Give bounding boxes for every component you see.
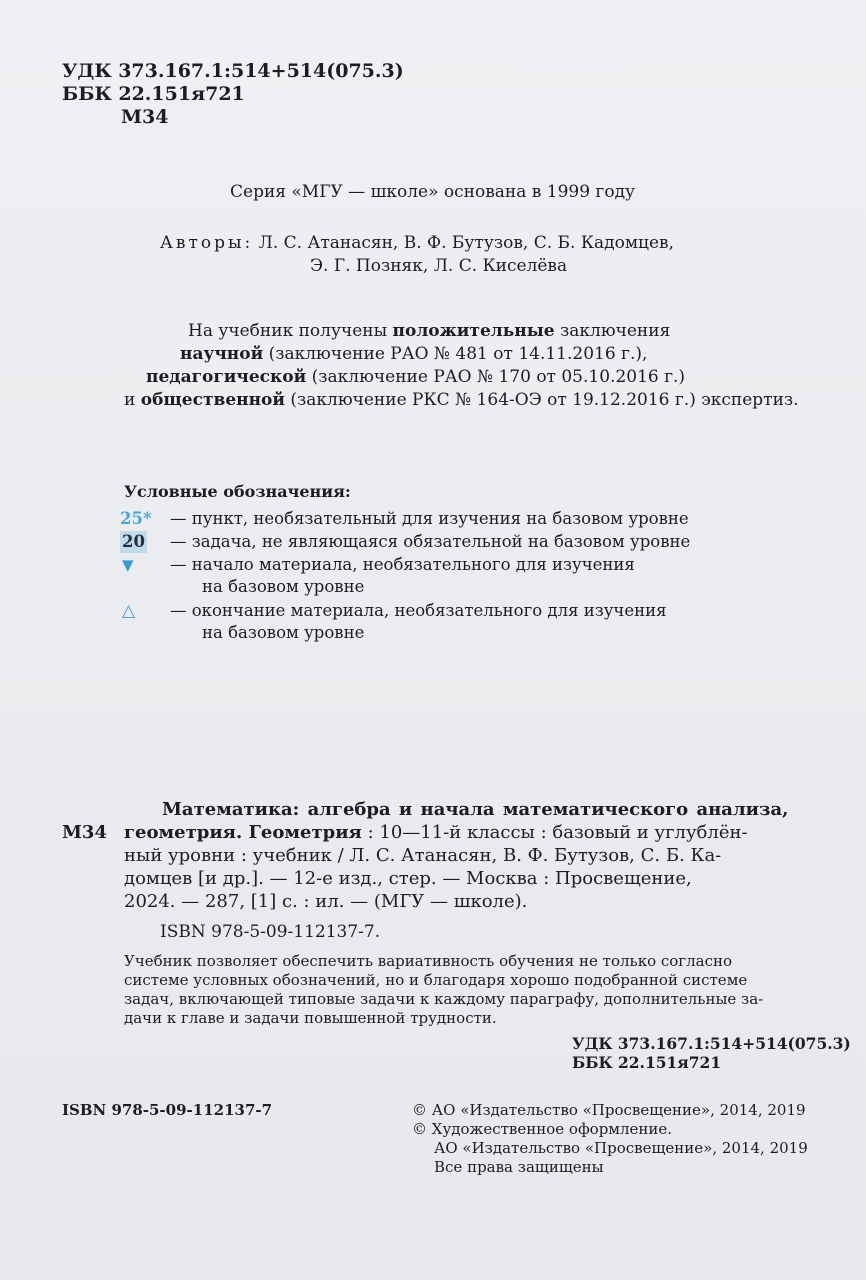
annotation-line: Учебник позволяет обеспечить вариативность обучения не только согласно bbox=[124, 952, 733, 970]
udk-code: УДК 373.167.1:514+514(075.3) bbox=[62, 60, 404, 82]
legend-text: — начало материала, необязательного для изучения bbox=[170, 555, 635, 574]
reviews-line-3: педагогической (заключение РАО № 170 от 05.10.2016 г.) bbox=[146, 367, 686, 387]
bib-line: 2024. — 287, [1] с. : ил. — (МГУ — школе). bbox=[124, 891, 528, 912]
bib-line: домцев [и др.]. — 12-е изд., стер. — Москва : Просвещение, bbox=[124, 868, 692, 889]
author-mark: М34 bbox=[121, 106, 169, 128]
bib-title-line: Математика: алгебра и начала математического анализа, bbox=[162, 799, 789, 820]
legend-title: Условные обозначения: bbox=[124, 482, 351, 501]
authors-line-1: Л. С. Атанасян, В. Ф. Бутузов, С. Б. Кадомцев, bbox=[258, 233, 675, 253]
authors-label: Авторы: bbox=[160, 233, 254, 253]
authors-block bbox=[160, 232, 674, 278]
authors-line-2: Э. Г. Позняк, Л. С. Киселёва bbox=[310, 256, 568, 276]
annotation-line: задач, включающей типовые задачи к каждому параграфу, дополнительные за- bbox=[124, 990, 764, 1008]
classification-block bbox=[62, 60, 404, 129]
legend-text: — задача, не являющаяся обязательной на базовом уровне bbox=[170, 532, 691, 551]
copyright-line: © АО «Издательство «Просвещение», 2014, 2019 bbox=[412, 1101, 806, 1119]
reviews-line-1: На учебник получены положительные заключения bbox=[188, 321, 671, 341]
copyright-line: © Художественное оформление. bbox=[412, 1120, 673, 1138]
annotation-line: дачи к главе и задачи повышенной трудности. bbox=[124, 1009, 497, 1027]
legend-text: — пункт, необязательный для изучения на базовом уровне bbox=[170, 509, 689, 528]
filled-triangle-icon: ▼ bbox=[122, 556, 134, 574]
isbn-footer: ISBN 978-5-09-112137-7 bbox=[62, 1101, 273, 1119]
reviews-line-2: научной (заключение РАО № 481 от 14.11.2016 г.), bbox=[180, 344, 648, 364]
bbk-code: ББК 22.151я721 bbox=[62, 83, 245, 105]
legend-text-cont: на базовом уровне bbox=[202, 577, 365, 596]
bib-line: ный уровни : учебник / Л. С. Атанасян, В. Ф. Бутузов, С. Б. Ка- bbox=[124, 845, 722, 866]
annotation-line: системе условных обозначений, но и благодаря хорошо подобранной системе bbox=[124, 971, 748, 989]
classification-block-right bbox=[572, 1034, 851, 1072]
reviews-line-4: и общественной (заключение РКС № 164-ОЭ от 19.12.2016 г.) экспертиз. bbox=[124, 390, 799, 410]
isbn-line: ISBN 978-5-09-112137-7. bbox=[160, 922, 381, 942]
legend-text-cont: на базовом уровне bbox=[202, 623, 365, 642]
bbk-code: ББК 22.151я721 bbox=[572, 1053, 722, 1072]
copyright-line: АО «Издательство «Просвещение», 2014, 2019 bbox=[434, 1139, 808, 1157]
legend-text: — окончание материала, необязательного для изучения bbox=[170, 601, 667, 620]
outline-triangle-icon: △ bbox=[122, 601, 136, 621]
optional-task-mark: 20 bbox=[122, 532, 145, 551]
udk-code: УДК 373.167.1:514+514(075.3) bbox=[572, 1034, 851, 1053]
bib-line: геометрия. Геометрия : 10—11-й классы : базовый и углублён- bbox=[124, 822, 748, 843]
copyright-line: Все права защищены bbox=[434, 1158, 604, 1176]
bib-author-mark: М34 bbox=[62, 822, 107, 843]
optional-section-mark: 25* bbox=[120, 509, 152, 528]
series-line: Серия «МГУ — школе» основана в 1999 году bbox=[230, 182, 636, 202]
